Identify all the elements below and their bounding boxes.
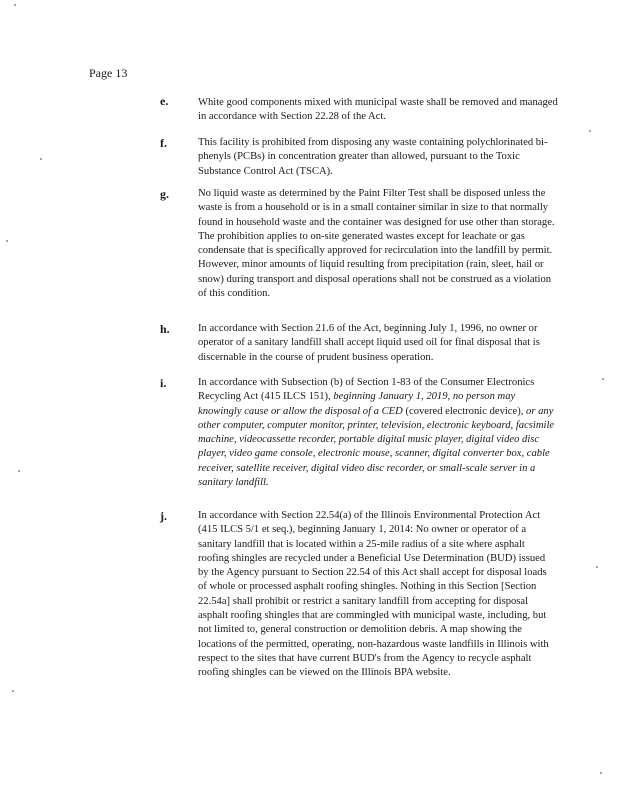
item-letter: g. [160, 187, 169, 201]
scan-speck [18, 470, 20, 472]
scan-speck [600, 772, 602, 774]
item-letter: j. [160, 509, 167, 523]
item-text: In accordance with Section 22.54(a) of the Illinois Environmental Protection Act (415 ILCS 5/1 et seq.), beginning January 1, 2014: No owner or operator of a sanitary landfill that is located within a 25-mile radius of a site where asphalt roofing shingles are recycled under a Beneficial Use Determination (BUD) issued by the Agency pursuant to Section 22.54 of this Act shall accept for disposal loads of whole or processed asphalt roofing shingles. Nothing in this Section [Section 22.54a] shall prohibit or restrict a sanitary landfill from accepting for disposal asphalt roofing shingles that are commingled with municipal waste, including, but not limited to, general construction or demolition debris. A map showing the locations of the permitted, operating, non-hazardous waste landfills in Illinois with respect to the sites that have current BUD's from the Agency to recycle asphalt roofing shingles can be viewed on the Illinois BPA website. [198, 510, 549, 679]
scan-speck [12, 690, 14, 692]
scan-speck [589, 130, 591, 132]
scan-speck [596, 566, 598, 568]
item-text: No liquid waste as determined by the Paint Filter Test shall be disposed unless the waste is from a household or is in a small container similar in size to that normally found in household waste and the container was designed for use other than storage. The prohibition applies to on-site generated wastes except for leachate or gas condensate that is specifically approved for recirculation into the landfill by permit. However, minor amounts of liquid resulting from precipitation (rain, sleet, hail or snow) during transport and disposal operations shall not be construed as a violation of this condition. [198, 188, 555, 300]
item-text: In accordance with Section 21.6 of the Act, beginning July 1, 1996, no owner or operator of a sanitary landfill shall accept liquid used oil for final disposal that is discernable in the course of prudent business operation. [198, 323, 540, 363]
scan-speck [6, 240, 8, 242]
item-text-italic: or any other computer, computer monitor, printer, television, electronic keyboard, facsimile machine, videocassette recorder, portable digital music player, digital video disc player, video game console, electronic mouse, scanner, digital converter box, cable receiver, satellite receiver, digital video disc recorder, or small-scale server in a sanitary landfill. [198, 405, 555, 489]
scan-speck [602, 378, 604, 380]
item-text [198, 376, 558, 490]
item-letter: i. [160, 376, 167, 390]
item-letter: e. [160, 94, 169, 108]
scan-speck [14, 4, 16, 6]
item-text: White good components mixed with municipal waste shall be removed and managed in accordance with Section 22.28 of the Act. [198, 97, 558, 123]
item-letter: h. [160, 322, 170, 336]
scan-speck [40, 158, 42, 160]
item-letter: f. [160, 136, 167, 150]
page-number: Page 13 [89, 66, 128, 80]
item-text-intro: In accordance with Subsection (b) of Section 1-83 of the Consumer Electronics Recycling Act (415 ILCS 151), [198, 377, 535, 403]
item-text-mid: (covered electronic device), [402, 405, 527, 417]
item-text-italic: beginning January 1, 2019, no person may knowingly cause or allow the disposal of a CED [198, 391, 516, 417]
item-text: This facility is prohibited from disposing any waste containing polychlorinated bi-phenyls (PCBs) in concentration greater than allowed, pursuant to the Toxic Substance Control Act (TSCA). [198, 137, 548, 177]
